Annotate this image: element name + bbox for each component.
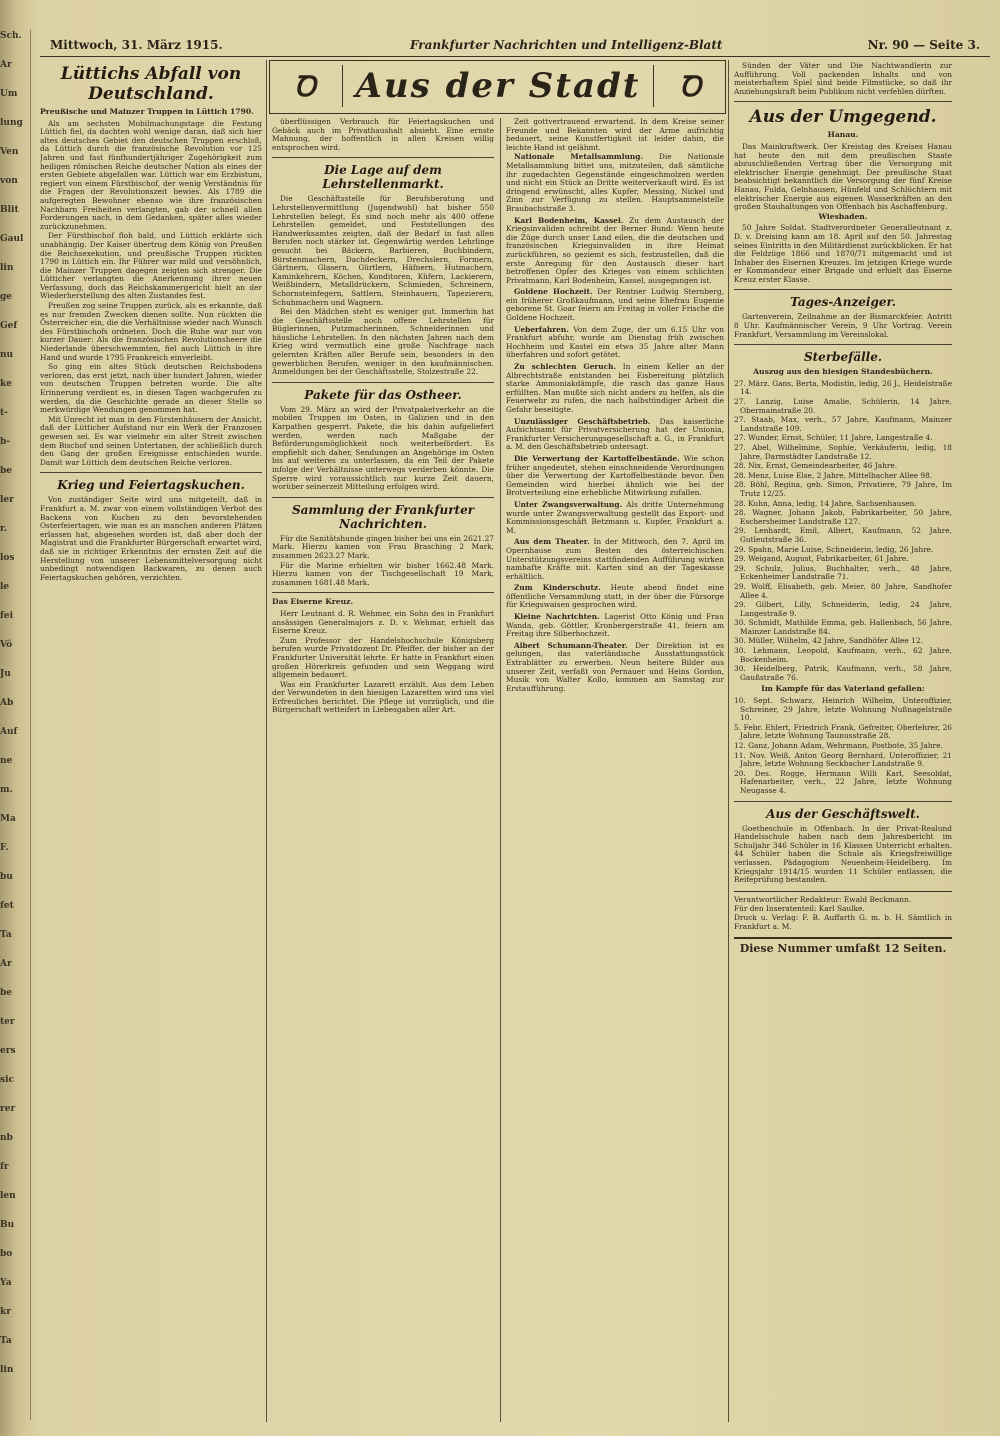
death-notice: 27. März. Gans, Berta, Modistin, ledig, 26 J., Heidelstraße 14. [734,378,952,397]
death-notice: 29. Lenhardt, Emil, Albert, Kaufmann, 52 Jahre, Gutleutstraße 36. [734,526,952,544]
edge-word: Ab [0,698,14,708]
edge-word: len [0,1191,16,1201]
news-item [506,363,724,415]
separator [272,592,494,593]
ornament-left-icon: Ꝺ [294,70,316,103]
paragraph: Was ein Frankfurter Lazarett erzählt. Aus dem Leben der Verwundeten in den hiesigen Lazaretten wird uns viel Erfreuliches berichtet. Die Pflege ist vorzüglich, und die Bürgerschaft wetteifert in Liebesgaben aller Art. [272,679,494,715]
edge-word: Ma [0,814,16,824]
edge-word: b- [0,437,11,447]
edge-word: ge [0,292,13,302]
section-subhead: Im Kampfe für das Vaterland gefallen: [761,684,925,694]
death-notice: 28. Wagner, Johann Jakob, Fabrikarbeiter, 50 Jahre, Eschersheimer Landstraße 127. [734,508,952,526]
news-item-text: Lagerist Otto König und Frau Wanda, geb. Göttler, Kronbergerstraße 41, feiern am Freitag ihre Silberhochzeit. [506,612,724,639]
separator [40,472,262,473]
edge-word: Sch. [0,31,22,41]
news-item-title: Kleine Nachrichten. [514,612,600,622]
news-item-text: Wie schon früher angedeutet, stehen einschneidende Verordnungen über die Verwertung der Kartoffelbestände bevor. Den Gemeinden wird hierbei ähnlich wie bei der Brotverteilung eine erhebliche Mitwirkung zufallen. [506,453,724,498]
section-title-box [269,60,726,114]
death-notice: 27. Staab, Max, verh., 57 Jahre, Kaufmann, Mainzer Landstraße 109. [734,415,952,433]
news-item-title: Aus dem Theater. [514,537,590,547]
right-column [734,62,952,1422]
separator [272,157,494,158]
paragraph: Zeit gottvertrauend erwartend. In dem Kreise seiner Freunde und Bekannten wird der Arme aufrichtig bedauert, seine Kunstfertigkeit ist leider dahin, die leichte Hand ist gelähmt. [506,118,724,152]
article-headline: Krieg und Feiertagskuchen. [57,478,245,493]
paragraph: Von zuständiger Seite wird uns mitgeteilt, daß in Frankfurt a. M. zwar von einem vollständigen Verbot des Backens von Kuchen zu den bevorstehenden Osterfeiertagen, wie man es an manchen anderen Plätzen erlassen hat, abgesehen worden ist, daß aber doch der Magistrat und die Frankfurter Bürgerschaft erwartet wird, daß sie in richtiger Erkenntnis der ernsten Zeit auf die Herstellung von unserer Lebensmittelversorgung nicht unbedingt notwendigen Backwaren, zu denen auch Feiertagskuchen gehören, verzichten. [40,495,262,582]
middle-left-column [272,118,494,1422]
death-notice: 29. Wolff, Elisabeth, geb. Meier, 80 Jahre, Sandhofer Allee 4. [734,581,952,600]
edge-word: bo [0,1249,13,1259]
article-subhead: Preußische und Mainzer Truppen in Lüttich 1790. [40,107,254,116]
death-notice: 27. Lanzig, Luise Amalie, Schülerin, 14 Jahre, Obermainstraße 20. [734,397,952,415]
place-label: Wiesbaden. [818,211,868,221]
paragraph: Der Fürstbischof floh bald, und Lüttich erklärte sich unabhängig. Der Kaiser übertrug dem König von Preußen die Reichsexekution, und preußische Truppen rückten 1790 in Lüttich ein. Ihr Führer war mild und versöhnlich, die Mainzer Truppen dagegen zeigten sich strenger. Die Lütticher verlangten die Anerkennung ihrer neuen Verfassung, doch das Reichskammergericht hielt an der Wiederherstellung des alten Zustandes fest. [40,231,262,301]
page-count-footer: Diese Nummer umfaßt 12 Seiten. [734,937,952,956]
edge-word: ne [0,756,13,766]
article-headline: Sammlung der Frankfurter Nachrichten. [291,502,475,531]
edge-word: von [0,176,18,186]
edge-word: lin [0,263,14,273]
edge-word: Ar [0,60,12,70]
news-item [506,613,724,639]
edge-word: fet [0,901,14,911]
column-rule [500,118,501,1422]
death-notice: 29. Spahn, Marie Luise, Schneiderin, ledig, 26 Jahre. [734,544,934,554]
news-item-text: Als dritte Unternehmung wurde unter Zwangsverwaltung gestellt das Export- und Kommissionsgeschäft Betzmann u. Kupfer, Frankfurt a. M. [506,499,724,535]
news-item-title: Unzulässiger Geschäftsbetrieb. [514,416,651,426]
paragraph: Herr Leutnant d. R. Wehmer, ein Sohn des in Frankfurt ansässigen Generalmajors z. D. v. Wehmar, erhielt das Eiserne Kreuz. [272,608,494,636]
news-item [506,501,724,535]
news-item [506,538,724,581]
article-headline: Die Lage auf dem Lehrstellenmarkt. [322,163,444,192]
article-headline: Sterbefälle. [803,350,883,365]
death-notice: 28. Nix, Ernst, Gemeindearbeiter, 46 Jahre. [734,461,898,471]
fallen-soldier-notice: 12. Ganz, Johann Adam, Wehrmann, Postbote, 35 Jahre. [734,741,943,750]
section-subhead: Auszug aus den hiesigen Standesbüchern. [753,367,933,377]
separator [734,801,952,802]
edge-word: Ta [0,1336,12,1346]
edge-word: fei [0,611,14,621]
edge-word: be [0,466,13,476]
news-item-text: In der Mittwoch, den 7. April im Opernhause zum Besten des österreichischen Unterstützungsvereins stattfindenden Aufführung wirken namhafte Kräfte mit. Karten sind an der Tageskasse erhältlich. [506,537,724,581]
separator [272,382,494,383]
edge-word: lin [0,1365,14,1375]
ornament-right-icon: Ꝺ [679,70,701,103]
edge-word: Ya [0,1278,12,1288]
edge-word: le [0,582,10,592]
death-notice: 30. Lehmann, Leopold, Kaufmann, verh., 62 Jahre, Bockenheim. [734,646,952,664]
fallen-soldiers-list [734,697,952,796]
edge-word: sic [0,1075,14,1085]
fallen-soldier-notice: 10. Sept. Schwarz, Heinrich Wilhelm, Unteroffizier, Schreiner, 29 Jahre, letzte Wohnung Nußnagelstraße 10. [734,696,952,723]
news-item-text: Zu dem Austausch der Kriegsinvaliden schreibt der Berner Bund: Wenn heute die Züge durch unser Land eilen, die die deutschen und französischen Kriegsinvaliden in ihre Heimat zurückführen, so geziemt es sich, festzustellen, daß die erste Anregung für den Austausch dieser hart betroffenen Opfer des Krieges von einem schlichten Privatmann, Karl Bodenheim, Kassel, ausgegangen ist. [506,215,724,285]
edge-word: ers [0,1046,16,1056]
news-item [506,326,724,360]
left-column [40,62,262,1422]
item-title: Das Eiserne Kreuz. [272,597,354,607]
edge-word: nb [0,1133,13,1143]
header-date: Mittwoch, 31. März 1915. [50,38,223,52]
news-item-text: Das kaiserliche Aufsichtsamt für Privatversicherung hat der Unionia, Frankfurter Versicherungsgesellschaft a. G., in Frankfurt a. M. den Geschäftsbetrieb untersagt. [506,416,724,452]
paragraph: Als am sechsten Mobilmachungstage die Festung Lüttich fiel, da dachten wohl wenige daran, daß sich hier altes deutsches Gebiet den deutschen Truppen erschloß, da Lüttich durch die französische Revolution vor 125 Jahren und fast fünfhundertjähriger Zugehörigkeit zum heiligen römischen Reiche deutscher Nation als eines der ersten Gebiete abgefallen war. Lüttich war ein Erzbistum, regiert von einem Fürstbischof, der wenig Verständnis für die Fragen der Revolutionszeit bewies. Als 1789 die aufgeregten Bewohner ebenso wie ihre französischen Nachbarn Freiheiten verlangten, gab der schnell allen Forderungen nach, in dem Gedanken, später alles wieder zurückzunehmen. [40,118,262,231]
death-notice: 29. Schulz, Julius, Buchhalter, verh., 48 Jahre, Eckenheimer Landstraße 71. [734,563,952,582]
paragraph: Das Mainkraftwerk. Der Kreistag des Kreises Hanau hat heute den mit dem preußischen Staate abzuschließenden Vertrag über die Versorgung mit elektrischer Energie genehmigt. Der preußische Staat beabsichtigt bekanntlich die Versorgung der fünf Kreise Hanau, Fulda, Gelnhausen, Hünfeld und Schlüchtern mit elektrischer Energie aus eigenen Wasserkräften an den großen Stauhaltungen von Offenbach bis Aschaffenburg. [734,141,952,212]
article-headline: Tages-Anzeiger. [790,295,896,310]
separator [734,344,952,345]
death-notice: 29. Gilbert, Lilly, Schneiderin, ledig, 24 Jahre, Langestraße 9. [734,600,952,618]
edge-word: Vö [0,640,13,650]
section-title: Aus der Stadt [355,66,641,106]
news-item-text: In einem Keller an der Albrechtstraße entstanden bei Eisbereitung plötzlich starke Ammoniakdämpfe, die rasch das ganze Haus erfüllten. Man mußte sich nicht anders zu helfen, als die Feuerwehr zu rufen, die nach halbstündiger Arbeit die Gefahr beseitigte. [506,362,724,414]
edge-word: lung [0,118,23,128]
death-notice-list [734,380,952,683]
imprint-line: Verantwortlicher Redakteur: Ewald Beckmann. [734,894,912,904]
news-item-title: Nationale Metallsammlung. [514,152,644,162]
place-label: Hanau. [827,130,859,140]
article-headline: Pakete für das Ostheer. [304,387,462,402]
edge-word: ke [0,379,12,389]
imprint-line: Druck u. Verlag: F. B. Auffarth G. m. b. H. Sämtlich in Frankfurt a. M. [734,912,952,931]
paragraph: Gartenverein, Zeilnahme an der Bismarckfeier. Antritt 8 Uhr. Kaufmännischer Verein, 9 Uhr Vortrag. Verein Frankfurt, Versammlung im Vereinslokal. [734,312,952,339]
news-item-title: Albert Schumann-Theater. [514,640,628,650]
edge-word: Ar [0,959,12,969]
fallen-soldier-notice: 11. Nov. Weiß, Anton Georg Bernhard, Unteroffizier, 21 Jahre, letzte Wohnung Seckbacher Landstraße 9. [734,750,952,769]
header-page-number: Nr. 90 — Seite 3. [867,38,980,52]
news-item-title: Goldene Hochzeit. [514,287,593,297]
news-item-title: Ueberfahren. [514,324,569,334]
news-item [506,642,724,694]
edge-word: bu [0,872,13,882]
news-item [506,455,724,498]
death-notice: 28. Menz, Luise Else, 2 Jahre, Mittelbacher Allee 98. [734,470,933,480]
edge-word: Gaul [0,234,24,244]
paragraph: überflüssigen Verbrauch für Feiertagskuchen und Gebäck auch im Privathaushalt absieht. Eine ernste Mahnung, der hoffentlich in allen Kreisen willig entsprochen wird. [272,118,494,152]
column-rule [266,60,267,1422]
fallen-soldier-notice: 20. Des. Rogge, Hermann Willi Karl, Seesoldat, Hafenarbeiter, verh., 22 Jahre, letzte Wohnung Neugasse 4. [734,768,952,795]
edge-word: Gef [0,321,18,331]
imprint [734,891,952,931]
edge-word: t- [0,408,8,418]
edge-word: Um [0,89,18,99]
news-item-text: Der Direktion ist es gelungen, das vaterländische Ausstattungsstück Extrablätter zu erwerben. Neun heitere Bilder aus unserer Zeit, verfaßt von Pernauer und Heins Gordon, Musik von Walter Kollo, kommen am Samstag zur Erstaufführung. [506,640,724,693]
separator [272,497,494,498]
paragraph: Sünden der Väter und Die Nachtwandlerin zur Aufführung. Voll packenden Inhalts und von meisterhaftem Spiel sind beide Filmstücke, so daß ihr Anziehungskraft beim Publikum nicht verfehlen dürften. [734,62,952,96]
edge-word: ler [0,495,14,505]
edge-word: rer [0,1104,16,1114]
section-title-frame [342,65,654,107]
column-rule [728,60,729,1422]
death-notice: 30. Müller, Wilhelm, 42 Jahre, Sandhöfer Allee 12. [734,636,923,646]
edge-word: m. [0,785,13,795]
paragraph: Die Geschäftsstelle für Berufsberatung und Lehrstellenvermittlung (Jugendwohl) hat bisher 550 Lehrstellen belegt. Es sind noch mehr als 400 offene Lehrstellen gemeldet, und Feststellungen des Handwerksamtes zeigten, daß der Bedarf in fast allen Berufen noch stärker ist. Gegenwärtig werden Lehrlinge gesucht bei Bäckern, Barbieren, Buchbindern, Bürstenmachern, Dachdeckern, Drechslern, Formern, Gärtnern, Glasern, Gürtlern, Häfnern, Hutmachern, Kaminkehrern, Köchen, Konditoren, Küfern, Lackierern, Weißbindern, Metalldrückern, Schmieden, Schreinern, Schornsteinfegern, Sattlern, Steinhauern, Tapezierern, Schuhmachern und Wagnern. [272,194,494,307]
news-item [506,584,724,610]
death-notice: 28. Böhl, Regina, geb. Simon, Privatiere, 79 Jahre, Im Trutz 12/25. [734,480,952,498]
edge-word: be [0,988,13,998]
paragraph: Zum Professor der Handelshochschule Königsberg berufen wurde Privatdozent Dr. Pfeiffer, der bisher an der Frankfurter Universität lehrte. Er hatte in Frankfurt einen großen Hörerkreis gefunden und sein Weggang wird allgemein bedauert. [272,635,494,680]
news-item [506,153,724,213]
fallen-soldier-notice: 5. Febr. Ehlert, Friedrich Frank, Gefreiter, Oberlehrer, 26 Jahre, letzte Wohnung Taunusstraße 28. [734,722,952,741]
paragraph: Preußen zog seine Truppen zurück, als es erkannte, daß es nur fremden Zwecken dienen sollte. Nun rückten die Österreicher ein, die die Verhältnisse wieder nach Wunsch des Fürstbischofs ordneten. Doch die Ruhe war nur von kurzer Dauer: Als die französischen Revolutionsheere die Niederlande überschwemmten, fiel auch Lüttich in ihre Hand und wurde 1795 Frankreich einverleibt. [40,301,262,362]
edge-word: Ju [0,669,11,679]
news-item-text: Der Rentner Ludwig Sternberg, ein früherer Großkaufmann, und seine Ehefrau Eugenie geborene St. Goar feiern am Freitag in voller Frische die Goldene Hochzeit. [506,287,724,323]
news-item-title: Zum Kinderschutz. [514,583,601,593]
news-item [506,418,724,452]
edge-word: kr [0,1307,11,1317]
article-headline: Aus der Umgegend. [749,107,937,128]
separator [734,101,952,102]
edge-word: Ta [0,930,12,940]
edge-word: los [0,553,15,563]
death-notice: 28. Kuhn, Anna, ledig, 14 Jahre, Sachsenhausen. [734,498,917,508]
paragraph: Vom 29. März an wird der Privatpaketverkehr an die mobilen Truppen im Osten, in Galizien und in den Karpathen gesperrt. Pakete, die bis dahin aufgeliefert werden, werden nach Maßgabe der Beförderungsmöglichkeit noch weiterbefördert. Es empfiehlt sich daher, Sendungen an Angehörige im Osten bis auf weiteres zu unterlassen, da ein Teil der Pakete infolge der Verhältnisse unterwegs verderben könnte. Die Sperre wird voraussichtlich nur kurze Zeit dauern, worüber seinerzeit Mitteilung erfolgen wird. [272,404,494,492]
death-notice: 27. Wunder, Ernst, Schüler, 11 Jahre, Langestraße 4. [734,433,933,443]
paragraph: Bei den Mädchen steht es weniger gut. Immerhin hat die Geschäftsstelle noch offene Lehrstellen für Büglerinnen, Putzmacherinnen, Schneiderinnen und häusliche Lehrstellen. In den nächsten Jahren nach dem Krieg wird vermutlich eine große Nachfrage nach gelernten Kräften aller Berufe sein, besonders in den gewerblichen Berufen, weniger in den kaufmännischen. Anmeldungen bei der Geschäftsstelle, Stolzestraße 22. [272,307,494,377]
news-item-title: Die Verwertung der Kartoffelbestände. [514,453,680,463]
death-notice: 30. Schmidt, Mathilde Emma, geb. Hallenbach, 56 Jahre, Mainzer Landstraße 84. [734,618,952,636]
paragraph: Mit Unrecht ist man in den Fürstenhäusern der Ansicht, daß der Lütticher Aufstand nur ein Werk der Franzosen gewesen sei. Es war vielmehr ein alter Streit zwischen dem Bischof und seinen Untertanen, der schließlich durch den Gang der großen Ereignisse entschieden wurde. Damit war Lüttich dem deutschen Reiche verloren. [40,414,262,467]
news-item-title: Unter Zwangsverwaltung. [514,499,623,509]
adjacent-page-edge [0,30,31,1420]
edge-word: Bu [0,1220,15,1230]
article-headline: Aus der Geschäftswelt. [766,806,920,821]
edge-word: Blit [0,205,19,215]
edge-word: Auf [0,727,18,737]
paragraph: 50 Jahre Soldat. Stadtverordneter Generalleutnant z. D. v. Dreising kann am 18. April auf den 50. Jahrestag seines Eintritts in den Militärdienst zurückblicken. Er hat die Feldzüge 1866 und 1870/71 mitgemacht und ist Inhaber des Eisernen Kreuzes. Im jetzigen Kriege wurde er Kommandeur einer Brigade und erhielt das Eiserne Kreuz erster Klasse. [734,223,952,284]
edge-word: ter [0,1017,15,1027]
middle-right-column [506,118,724,1422]
edge-word: F. [0,843,9,853]
page-header [40,36,990,57]
edge-word: Ven [0,147,19,157]
news-item-text: Die Nationale Metallsammlung bittet uns, mitzuteilen, daß sämtliche ihr zugedachten Gegenstände eingeschmolzen werden und nicht ein Stück an Dritte weiterverkauft wird. Es ist dringend erwünscht, alles Kupfer, Messing, Nickel und Zinn zur Verfügung zu stellen. Hauptsammelstelle Braubachstraße 3. [506,152,724,213]
header-paper-name: Frankfurter Nachrichten und Intelligenz-Blatt [410,38,723,52]
paragraph: So ging ein altes Stück deutschen Reichsbodens verloren, das erst jetzt, nach über hundert Jahren, wieder von deutschen Truppen betreten wurde. Die alte Erinnerung verdient es, in diesen Tagen wachgerufen zu werden, da die Geschichte gerade an dieser Stelle so merkwürdige Wendungen genommen hat. [40,362,262,415]
death-notice: 27. Abel, Wilhelmine, Sophie, Verkäuferin, ledig, 18 Jahre, Darmstädter Landstraße 12. [734,443,952,461]
news-item [506,288,724,322]
separator [734,289,952,290]
news-item-title: Zu schlechten Geruch. [514,362,617,372]
edge-word: nu [0,350,14,360]
imprint-line: Für den Inseratenteil: Karl Saulke. [734,903,865,913]
paragraph: Für die Sanitätshunde gingen bisher bei uns ein 2621.27 Mark. Hierzu kamen von Frau Brasching 2 Mark, zusammen 2623.27 Mark. [272,533,494,560]
news-item-title: Karl Bodenheim, Kassel. [514,215,624,225]
edge-word: fr [0,1162,9,1172]
news-item [506,217,724,286]
article-headline: Lüttichs Abfall von Deutschland. [60,64,242,104]
news-item-text: Von dem Zuge, der um 6.15 Uhr von Frankfurt abfuhr, wurde am Dienstag früh zwischen Hochheim und Kastel ein etwa 35 Jahre alter Mann überfahren und sofort getötet. [506,324,724,360]
edge-word: r. [0,524,8,534]
death-notice: 29. Weigand, August, Fabrikarbeiter, 61 Jahre. [734,554,909,564]
death-notice: 30. Heidelberg, Patrik, Kaufmann, verh., 58 Jahre, Gaußstraße 76. [734,664,952,682]
paragraph: Für die Marine erhielten wir bisher 1662.48 Mark. Hierzu kamen von der Tischgesellschaft 19 Mark, zusammen 1681.48 Mark. [272,560,494,587]
news-item-text: Heute abend findet eine öffentliche Versammlung statt, in der über die Fürsorge für Kriegswaisen gesprochen wird. [506,583,724,610]
paragraph: Goetheschule in Offenbach. In der Privat-Realund Handelsschule haben nach dem Jahresbericht im Schuljahr 346 Schüler in 16 Klassen Unterricht erhalten. 44 Schüler haben die Schule als Kriegsfreiwillige verlassen. Pädagogium Neuenheim-Heidelberg. Im Kriegsjahr 1914/15 wurden 11 Schüler entlassen, die Reifeprüfung bestanden. [734,823,952,885]
